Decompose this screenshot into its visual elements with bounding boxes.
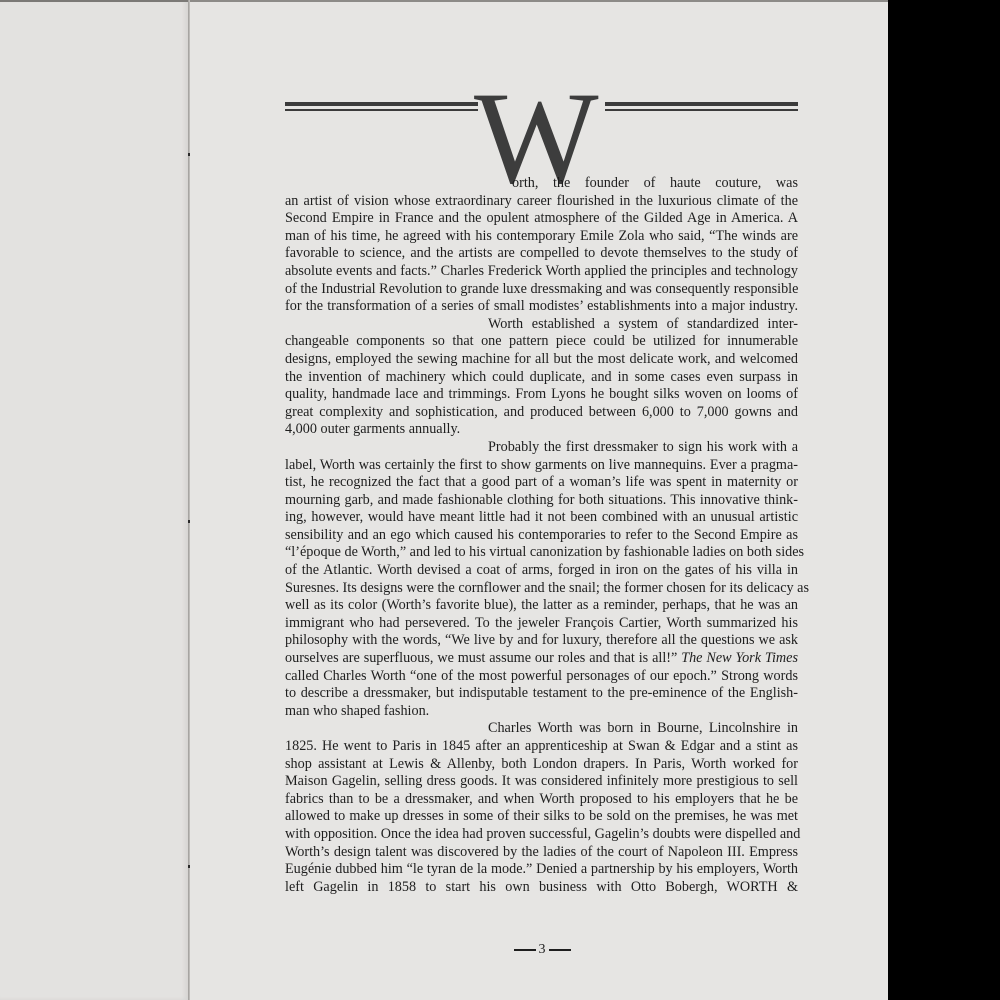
left-page-top-edge: [0, 0, 188, 2]
text-line: Second Empire in France and the opulent atmosphere of the Gilded Age in America. A: [285, 210, 798, 227]
text-line: Probably the first dressmaker to sign his work with a: [488, 438, 798, 455]
text-line: left Gagelin in 1858 to start his own business with Otto Bobergh, WORTH &: [285, 878, 798, 895]
text-line: favorable to science, and the artists are compelled to devote themselves to the study of: [285, 245, 798, 262]
text-line: tist, he recognized the fact that a good part of a woman’s life was spent in maternity or: [285, 474, 798, 491]
text-line: Worth’s design talent was discovered by the ladies of the court of Napoleon III. Empress: [285, 843, 798, 860]
text-line: the invention of machinery which could duplicate, and in some cases even surpass in: [285, 368, 798, 385]
text-line: well as its color (Worth’s favorite blue), the latter as a reminder, perhaps, that he was an: [285, 597, 798, 614]
text-line: to describe a dressmaker, but indisputable testament to the pre-eminence of the English-: [285, 685, 798, 702]
page-number-dash-left: [514, 949, 536, 951]
paragraph-2: [285, 316, 798, 439]
paragraph-1: [285, 175, 798, 316]
text-line: of the Atlantic. Worth devised a coat of arms, forged in iron on the gates of his villa in: [285, 562, 798, 579]
paragraph-4: [285, 720, 801, 896]
text-line: mourning garb, and made fashionable clothing for both situations. This innovative think-: [285, 491, 798, 508]
left-page: [0, 0, 188, 1000]
text-line: great complexity and sophistication, and produced between 6,000 to 7,000 gowns and: [285, 403, 798, 420]
page-number-dash-right: [549, 949, 571, 951]
paragraph-3: [285, 438, 809, 721]
text-line: Maison Gagelin, selling dress goods. It was considered infinitely more prestigious to sell: [285, 773, 798, 790]
publication-title: The New York Times: [681, 650, 799, 667]
text-line: ourselves are superfluous, we must assume our roles and that is all!”: [285, 650, 678, 667]
text-line: fabrics than to be a dressmaker, and when Worth proposed to his employers that he be: [285, 790, 798, 807]
header-rule-right-thick: [605, 102, 798, 106]
text-line: changeable components so that one pattern piece could be utilized for innumerable: [285, 333, 798, 350]
header-rule-left-thick: [285, 102, 478, 106]
text-line: man of his time, he agreed with his contemporary Emile Zola who said, “The winds are: [285, 227, 798, 244]
text-line: sensibility and an ego which caused his contemporaries to refer to the Second Empire as: [285, 526, 798, 543]
text-line: immigrant who had persevered. To the jeweler François Cartier, Worth summarized his: [285, 614, 798, 631]
header-rule-left-thin: [285, 109, 478, 111]
text-line: shop assistant at Lewis & Allenby, both London drapers. In Paris, Worth worked for: [285, 755, 798, 772]
text-line: of the Industrial Revolution to grande luxe dressmaking and was consequently responsible: [285, 280, 799, 297]
page-number-value: 3: [538, 942, 546, 957]
text-line: “l’époque de Worth,” and led to his virtual canonization by fashionable ladies on both sides: [285, 544, 805, 561]
text-line: label, Worth was certainly the first to show garments on live mannequins. Ever a pragma-: [285, 456, 798, 473]
text-line: designs, employed the sewing machine for all but the most delicate work, and welcomed: [285, 350, 798, 367]
text-line: man who shaped fashion.: [285, 702, 430, 719]
text-line: 4,000 outer garments annually.: [285, 421, 461, 438]
text-line: Charles Worth was born in Bourne, Lincolnshire in: [488, 720, 798, 737]
text-line: called Charles Worth “one of the most powerful personages of our epoch.” Strong words: [285, 667, 798, 684]
text-line: ing, however, would have meant little had it not been combined with an unusual artistic: [285, 509, 798, 526]
text-line: an artist of vision whose extraordinary career flourished in the luxurious climate of the: [285, 192, 798, 209]
text-line: philosophy with the words, “We live by and for luxury, therefore all the questions we ask: [285, 632, 798, 649]
text-line: Worth established a system of standardized inter-: [488, 315, 798, 332]
text-line: for the transformation of a series of small modistes’ establishments into a major industry.: [285, 298, 798, 315]
text-line-with-title: [285, 650, 798, 668]
drop-cap: W: [474, 64, 595, 211]
text-line: Suresnes. Its designs were the cornflower and the snail; the former chosen for its delicacy as: [285, 579, 809, 596]
page-number: [502, 942, 582, 958]
text-line: absolute events and facts.” Charles Frederick Worth applied the principles and technology: [285, 262, 798, 279]
text-line: orth, the founder of haute couture, was: [512, 175, 798, 191]
text-line: 1825. He went to Paris in 1845 after an apprenticeship at Swan & Edgar and a stint as: [285, 738, 798, 754]
text-line: with opposition. Once the idea had proven successful, Gagelin’s doubts were dispelled and: [285, 825, 801, 842]
article-body: [285, 175, 809, 896]
right-page-top-edge: [190, 0, 888, 2]
text-line: quality, handmade lace and trimmings. From Lyons he bought silks woven on looms of: [285, 386, 798, 403]
header-rule-right-thin: [605, 109, 798, 111]
text-line: allowed to make up dresses in some of their silks to be sold on the premises, he was met: [285, 808, 798, 825]
text-line: Eugénie dubbed him “le tyran de la mode.” Denied a partnership by his employers, Worth: [285, 861, 798, 878]
